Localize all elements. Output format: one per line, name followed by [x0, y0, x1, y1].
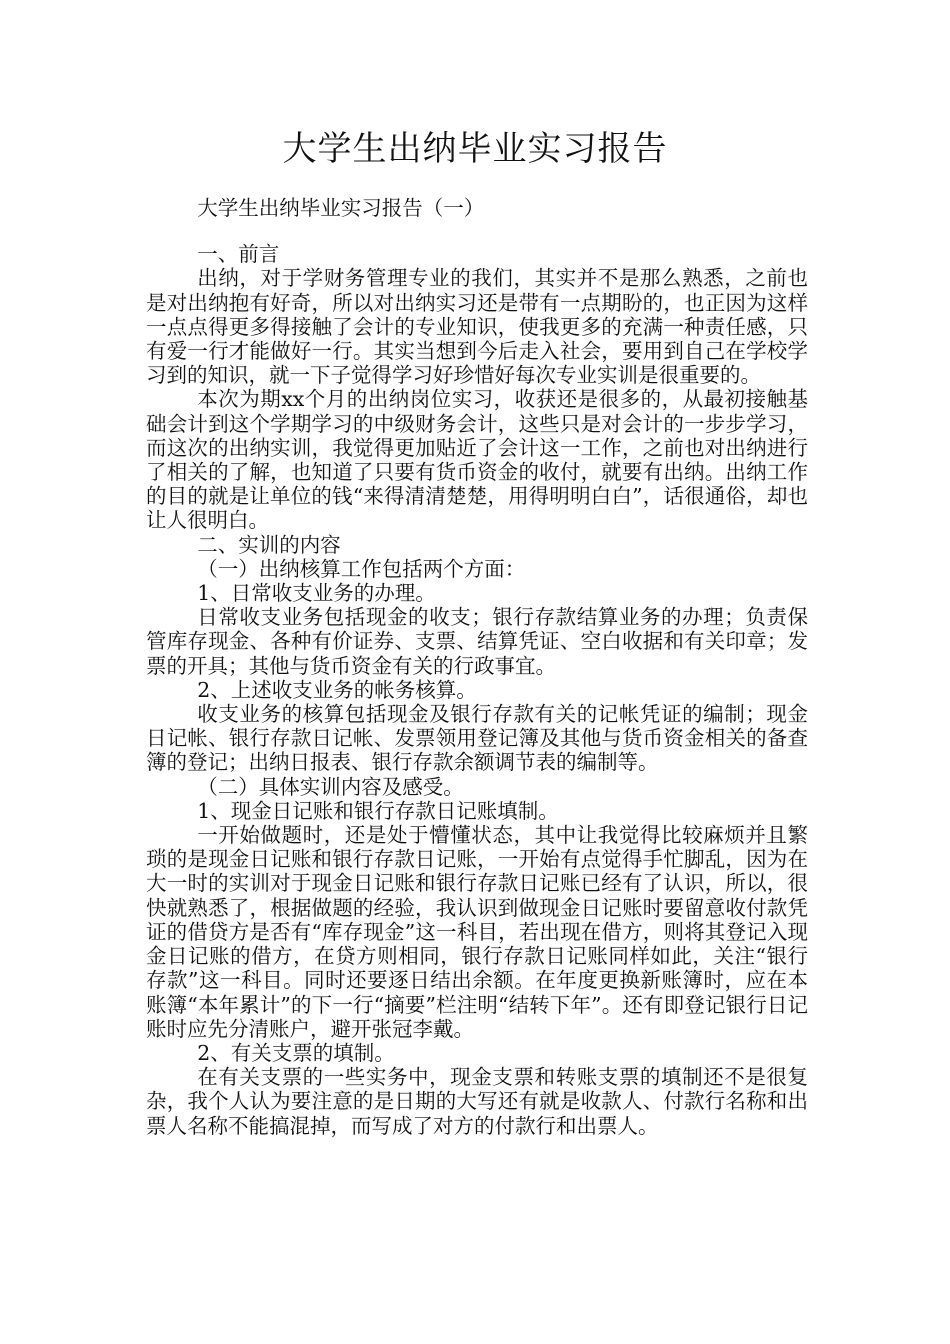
- paragraph-preface-1: 出纳，对于学财务管理专业的我们，其实并不是那么熟悉，之前也是对出纳抱有好奇，所以对出纳实习还是带有一点期盼的，也正因为这样一点点得更多得接触了会计的专业知识，使我更多的充满一种责任感，只有爱一行才能做好一行。其实当想到今后走入社会，要用到自己在学校学习到的知识，就一下子觉得学习好珍惜好每次专业实训是很重要的。: [146, 266, 808, 388]
- item-journal-filling: 1、现金日记账和银行存款日记账填制。: [197, 798, 559, 823]
- subheading-cashier-accounting: （一）出纳核算工作包括两个方面：: [197, 556, 526, 581]
- item-account-accounting: 2、上述收支业务的帐务核算。: [197, 677, 477, 702]
- paragraph-cheque-filling: 在有关支票的一些实务中，现金支票和转账支票的填制还不是很复杂，我个人认为要注意的是日期的大写还有就是收款人、付款行名称和出票人名称不能搞混掉，而写成了对方的付款行和出票人。: [146, 1065, 808, 1138]
- paragraph-journal-filling: 一开始做题时，还是处于懵懂状态，其中让我觉得比较麻烦并且繁琐的是现金日记账和银行存款日记账，一开始有点觉得手忙脚乱，因为在大一时的实训对于现金日记账和银行存款日记账已经有了认识，所以，很快就熟悉了，根据做题的经验，我认识到做现金日记账时要留意收付款凭证的借贷方是否有“库存现金”这一科目，若出现在借方，则将其登记入现金日记账的借方，在贷方则相同，银行存款日记账同样如此，关注“银行存款”这一科目。同时还要逐日结出余额。在年度更换新账簿时，应在本账簿“本年累计”的下一行“摘要”栏注明“结转下年”。还有即登记银行日记账时应先分清账户，避开张冠李戴。: [146, 823, 808, 1041]
- section-subtitle: 大学生出纳毕业实习报告（一）: [197, 196, 485, 220]
- subheading-specific-training: （二）具体实训内容及感受。: [197, 774, 464, 799]
- document-body: [146, 196, 808, 1138]
- paragraph-daily-business: 日常收支业务包括现金的收支；银行存款结算业务的办理；负责保管库存现金、各种有价证券、支票、结算凭证、空白收据和有关印章；发票的开具；其他与货币资金有关的行政事宜。: [146, 605, 808, 678]
- heading-training-content: 二、实训的内容: [197, 532, 341, 557]
- paragraph-account-accounting: 收支业务的核算包括现金及银行存款有关的记帐凭证的编制；现金日记帐、银行存款日记帐、发票领用登记簿及其他与货币资金相关的备查簿的登记；出纳日报表、银行存款余额调节表的编制等。: [146, 702, 808, 775]
- item-cheque-filling: 2、有关支票的填制。: [197, 1040, 395, 1065]
- heading-preface: 一、前言: [197, 242, 280, 267]
- document-title: 大学生出纳毕业实习报告: [282, 129, 668, 169]
- item-daily-business: 1、日常收支业务的办理。: [197, 581, 436, 606]
- paragraph-preface-2: 本次为期xx个月的出纳岗位实习，收获还是很多的，从最初接触基础会计到这个学期学习的中级财务会计，这些只是对会计的一步步学习，而这次的出纳实训，我觉得更加贴近了会计这一工作，之前也对出纳进行了相关的了解，也知道了只要有货币资金的收付，就要有出纳。出纳工作的目的就是让单位的钱“来得清清楚楚，用得明明白白”，话很通俗，却也让人很明白。: [146, 387, 808, 533]
